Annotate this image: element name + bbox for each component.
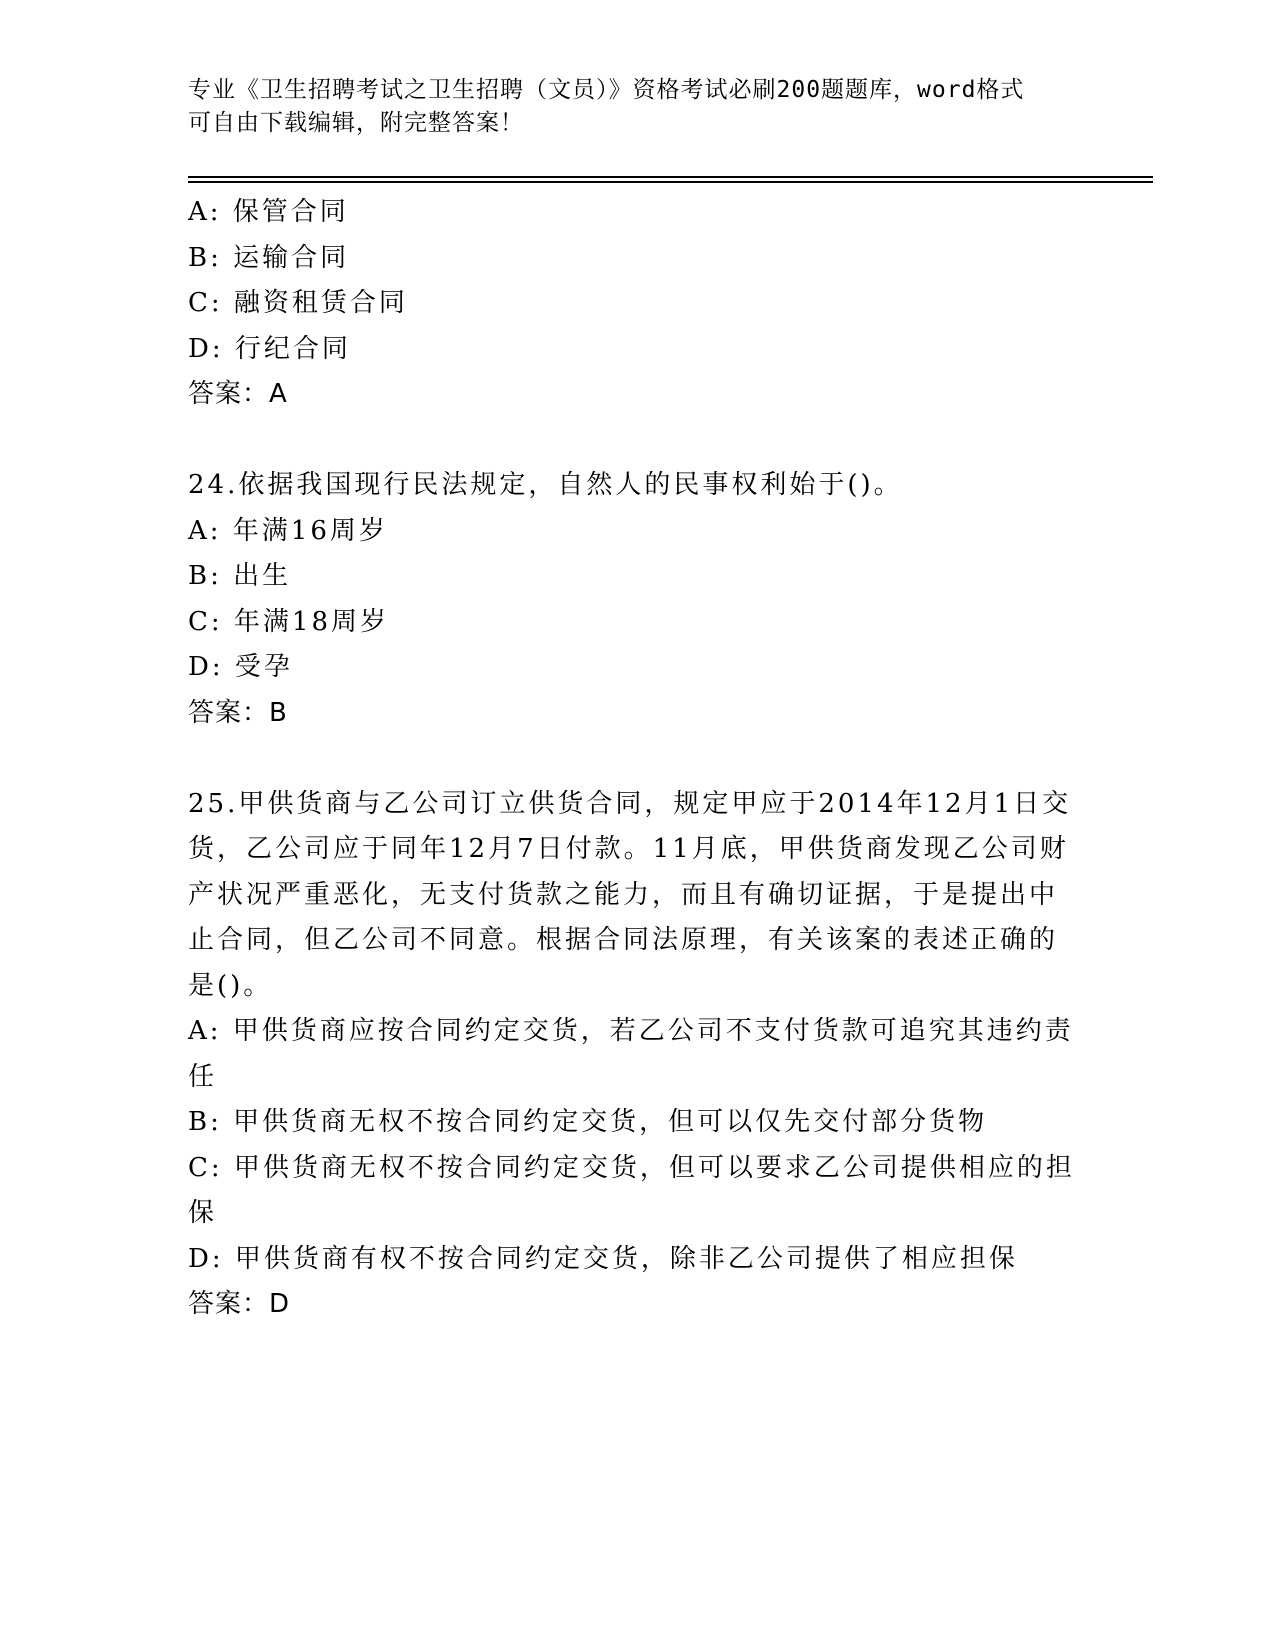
question-text: 24.依据我国现行民法规定，自然人的民事权利始于()。	[188, 470, 903, 500]
question-text-line: 25.甲供货商与乙公司订立供货合同，规定甲应于2014年12月1日交	[188, 788, 1072, 819]
option-a: A: 甲供货商应按合同约定交货，若乙公司不支付货款可追究其违约责	[188, 1016, 1074, 1046]
option-a-continued: 任	[188, 1061, 218, 1092]
question-text-line: 是()。	[188, 970, 273, 1001]
option-d: D: 受孕	[188, 652, 293, 682]
question-text-line: 止合同，但乙公司不同意。根据合同法原理，有关该案的表述正确的	[188, 925, 1059, 955]
answer-label: 答案：B	[188, 697, 288, 728]
document-body	[188, 190, 1088, 1328]
question-text-line: 货，乙公司应于同年12月7日付款。11月底，甲供货商发现乙公司财	[188, 834, 1069, 864]
header-divider-top	[188, 176, 1153, 178]
option-b: B: 运输合同	[188, 242, 350, 273]
option-c: C: 年满18周岁	[188, 606, 390, 637]
answer-label: 答案：A	[188, 379, 288, 409]
option-b: B: 甲供货商无权不按合同约定交货，但可以仅先交付部分货物	[188, 1107, 988, 1137]
option-c-continued: 保	[188, 1198, 218, 1228]
question-24-block	[188, 463, 1088, 736]
spacer	[188, 736, 1088, 782]
header-line-1: 专业《卫生招聘考试之卫生招聘（文员）》资格考试必刷200题题库，word格式	[188, 77, 1025, 103]
question-text-line: 产状况严重恶化，无支付货款之能力，而且有确切证据，于是提出中	[188, 879, 1059, 910]
spacer	[188, 418, 1088, 464]
option-d: D: 行纪合同	[188, 333, 351, 364]
option-a: A: 年满16周岁	[188, 515, 388, 546]
header-divider-bottom	[188, 181, 1153, 183]
option-d: D: 甲供货商有权不按合同约定交货，除非乙公司提供了相应担保	[188, 1243, 1018, 1274]
option-c: C: 甲供货商无权不按合同约定交货，但可以要求乙公司提供相应的担	[188, 1152, 1075, 1183]
question-25-block	[188, 782, 1088, 1328]
option-c: C: 融资租赁合同	[188, 288, 408, 318]
question-23-block	[188, 190, 1088, 418]
answer-label: 答案：D	[188, 1289, 291, 1319]
document-header	[188, 74, 1078, 140]
header-line-2: 可自由下载编辑，附完整答案！	[188, 110, 524, 136]
option-b: B: 出生	[188, 561, 292, 591]
option-a: A: 保管合同	[188, 197, 349, 227]
